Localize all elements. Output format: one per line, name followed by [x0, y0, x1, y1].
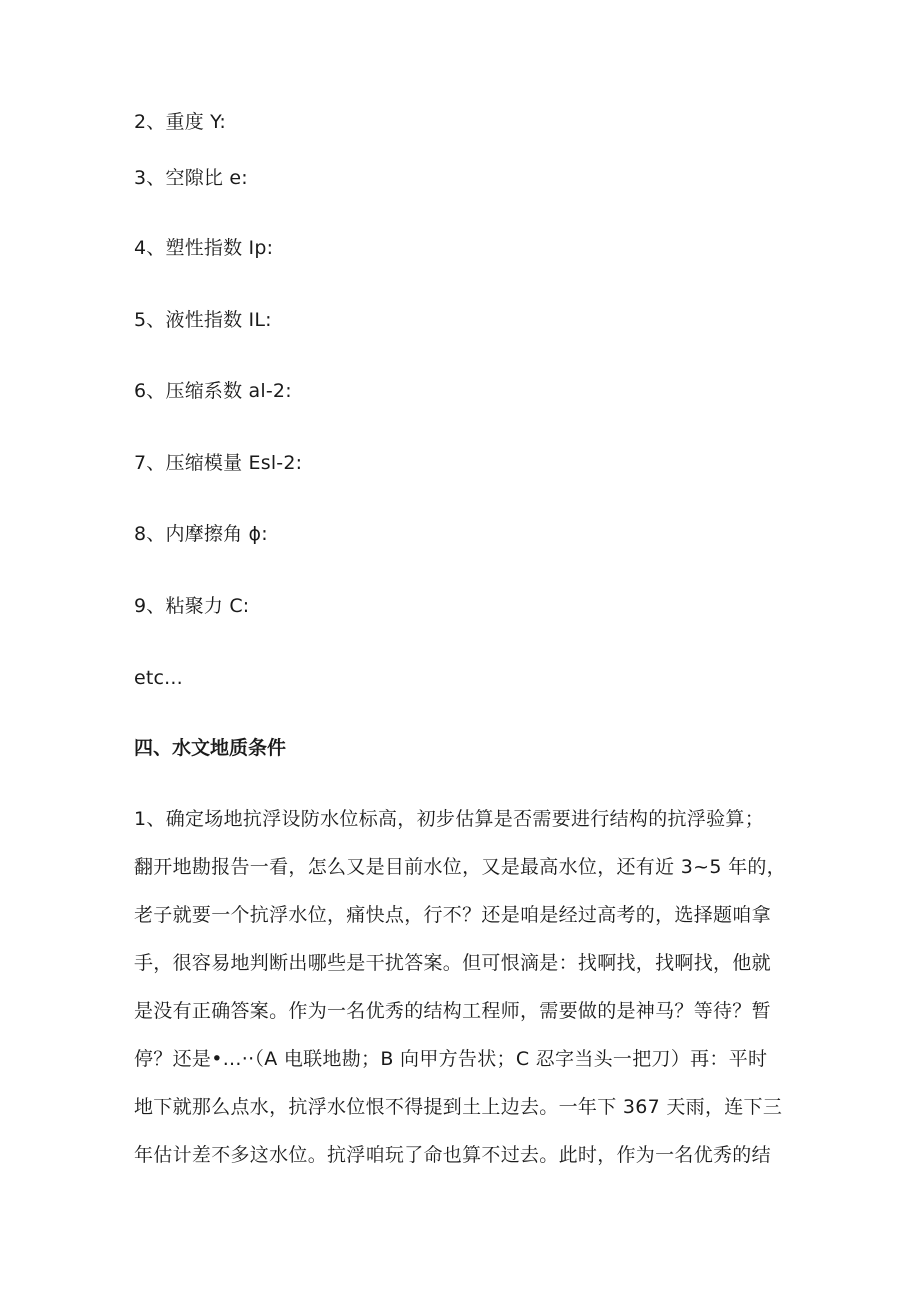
paragraph-line: 停？还是•...··（A 电联地勘；B 向甲方告状；C 忍字当头一把刀）再：平时: [134, 1048, 768, 1070]
list-item-compression-modulus: 7、压缩模量 Esl-2:: [134, 452, 303, 474]
list-item-void-ratio: 3、空隙比 e:: [134, 167, 248, 189]
paragraph-line: 年估计差不多这水位。抗浮咱玩了命也算不过去。此时，作为一名优秀的结: [134, 1144, 771, 1166]
list-item-internal-friction-angle: 8、内摩擦角 ϕ:: [134, 523, 268, 545]
list-item-etc: etc...: [134, 667, 183, 689]
list-item-compression-coefficient: 6、压缩系数 al-2:: [134, 380, 292, 402]
paragraph-line: 1、确定场地抗浮设防水位标高，初步估算是否需要进行结构的抗浮验算；: [134, 808, 764, 830]
list-item-cohesion: 9、粘聚力 C:: [134, 595, 250, 617]
paragraph-line: 翻开地勘报告一看，怎么又是目前水位，又是最高水位，还有近 3~5 年的，: [134, 856, 786, 878]
paragraph-line: 是没有正确答案。作为一名优秀的结构工程师，需要做的是神马？等待？暂: [134, 1000, 771, 1022]
list-item-plasticity-index: 4、塑性指数 Ip:: [134, 237, 274, 259]
section-heading-hydrogeology: 四、水文地质条件: [134, 737, 287, 759]
list-item-liquidity-index: 5、液性指数 IL:: [134, 309, 272, 331]
paragraph-line: 地下就那么点水，抗浮水位恨不得提到土上边去。一年下 367 天雨，连下三: [134, 1096, 783, 1118]
list-item-unit-weight: 2、重度 Y:: [134, 111, 227, 133]
paragraph-line: 手，很容易地判断出哪些是干扰答案。但可恨滴是：找啊找，找啊找，他就: [134, 952, 771, 974]
body-paragraph: [134, 804, 814, 1188]
paragraph-line: 老子就要一个抗浮水位，痛快点，行不？还是咱是经过高考的，选择题咱拿: [134, 904, 771, 926]
